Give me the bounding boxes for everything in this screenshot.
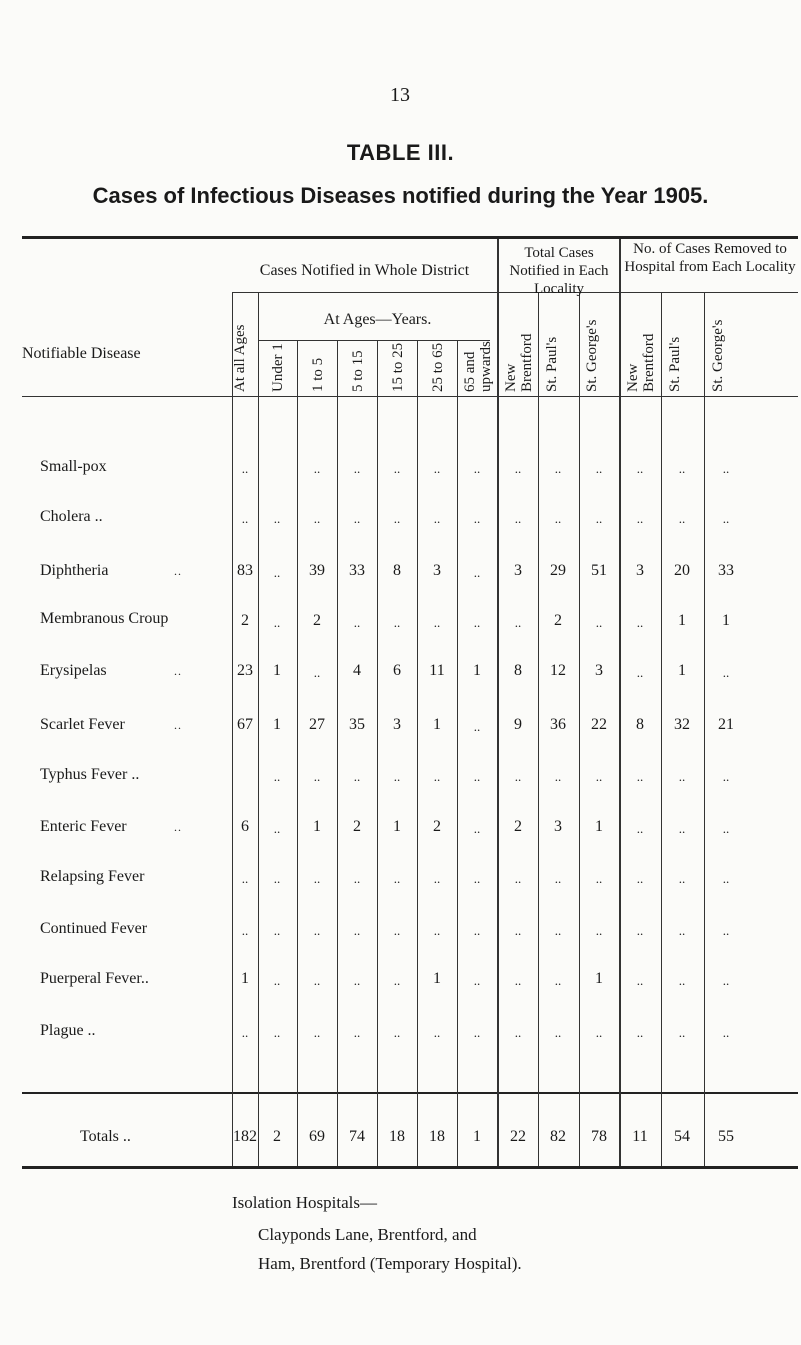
- table-cell: 8: [636, 716, 644, 733]
- header-removed-st-georges: St. George's: [710, 319, 726, 392]
- disease-name: Continued Fever: [40, 920, 148, 937]
- dotted-leader: ..: [174, 564, 182, 578]
- isolation-hospitals-title: Isolation Hospitals—: [232, 1193, 377, 1212]
- table-cell: 1: [241, 970, 249, 987]
- table-cell: 3: [595, 662, 603, 679]
- dotted-leader: ..: [174, 664, 182, 678]
- table-cell: ..: [473, 769, 481, 784]
- table-cell: 11: [429, 662, 445, 679]
- table-cell: 4: [353, 662, 361, 679]
- table-cell: 3: [636, 562, 644, 579]
- header-removed-st-pauls: St. Paul's: [667, 336, 683, 392]
- table-cell: ..: [433, 769, 441, 784]
- header-removed-new-brentford: New Brentford: [625, 333, 657, 392]
- table-cell: ..: [313, 665, 321, 680]
- totals-cell: 55: [718, 1128, 734, 1145]
- table-cell: ..: [636, 821, 644, 836]
- table-cell: ..: [636, 1025, 644, 1040]
- table-cell: ..: [473, 973, 481, 988]
- table-cell: ..: [433, 615, 441, 630]
- table-cell: ..: [353, 511, 361, 526]
- table-cell: 1: [722, 612, 730, 629]
- table-cell: 29: [550, 562, 566, 579]
- table-cell: ..: [241, 923, 249, 938]
- table-cell: 3: [433, 562, 441, 579]
- table-cell: 1: [595, 818, 603, 835]
- table-cell: ..: [554, 973, 562, 988]
- totals-rule: [22, 1092, 798, 1094]
- table-cell: 1: [473, 662, 481, 679]
- disease-name: Relapsing Fever: [40, 868, 145, 885]
- table-cell: ..: [353, 1025, 361, 1040]
- table-cell: ..: [433, 511, 441, 526]
- table-cell: 8: [393, 562, 401, 579]
- disease-name: Small-pox: [40, 458, 107, 475]
- table-cell: ..: [273, 871, 281, 886]
- disease-name: Enteric Fever: [40, 818, 127, 835]
- header-at-all-ages: At all Ages: [232, 324, 248, 392]
- table-cell: ..: [353, 769, 361, 784]
- table-cell: ..: [313, 871, 321, 886]
- table-cell: ..: [514, 923, 522, 938]
- table-cell: 1: [595, 970, 603, 987]
- table-cell: ..: [313, 511, 321, 526]
- table-cell: ..: [514, 1025, 522, 1040]
- table-cell: 39: [309, 562, 325, 579]
- col-divider: [704, 292, 705, 1166]
- table-cell: ..: [353, 923, 361, 938]
- table-cell: 83: [237, 562, 253, 579]
- table-cell: 3: [554, 818, 562, 835]
- page-number: 13: [390, 84, 410, 106]
- table-cell: 8: [514, 662, 522, 679]
- table-cell: 1: [433, 716, 441, 733]
- table-cell: ..: [722, 923, 730, 938]
- table-cell: 1: [393, 818, 401, 835]
- disease-name: Diphtheria: [40, 562, 109, 579]
- header-rule-2: [22, 396, 798, 397]
- header-total-new-brentford: New Brentford: [503, 333, 535, 392]
- dotted-leader: ..: [174, 718, 182, 732]
- table-cell: ..: [473, 461, 481, 476]
- table-cell: ..: [393, 511, 401, 526]
- table-cell: ..: [595, 923, 603, 938]
- table-cell: ..: [473, 719, 481, 734]
- table-cell: ..: [273, 565, 281, 580]
- table-cell: 27: [309, 716, 325, 733]
- table-cell: ..: [554, 871, 562, 886]
- table-cell: ..: [473, 1025, 481, 1040]
- header-cases-notified: Cases Notified in Whole District: [259, 262, 470, 279]
- table-cell: ..: [554, 923, 562, 938]
- table-cell: ..: [554, 1025, 562, 1040]
- totals-cell: 82: [550, 1128, 566, 1145]
- table-cell: ..: [353, 461, 361, 476]
- table-cell: ..: [473, 821, 481, 836]
- table-cell: ..: [595, 1025, 603, 1040]
- header-under-1: Under 1: [270, 343, 286, 392]
- header-65-upwards: 65 and upwards: [462, 341, 494, 392]
- header-total-st-georges: St. George's: [584, 319, 600, 392]
- header-total-cases: Total Cases Notified in Each Locality: [509, 245, 609, 297]
- table-cell: ..: [313, 973, 321, 988]
- disease-name: Membranous Croup: [40, 610, 169, 627]
- table-bottom-rule: [22, 1166, 798, 1169]
- table-cell: ..: [514, 973, 522, 988]
- dotted-leader: ..: [174, 820, 182, 834]
- table-cell: 22: [591, 716, 607, 733]
- table-cell: ..: [514, 511, 522, 526]
- table-cell: ..: [393, 871, 401, 886]
- table-cell: ..: [636, 973, 644, 988]
- totals-label: Totals ..: [80, 1128, 131, 1145]
- table-cell: ..: [393, 923, 401, 938]
- table-cell: 3: [393, 716, 401, 733]
- table-cell: 32: [674, 716, 690, 733]
- totals-cell: 54: [674, 1128, 690, 1145]
- table-cell: ..: [473, 871, 481, 886]
- table-cell: 6: [241, 818, 249, 835]
- totals-cell: 78: [591, 1128, 607, 1145]
- table-cell: ..: [313, 769, 321, 784]
- table-cell: ..: [353, 615, 361, 630]
- table-cell: ..: [433, 871, 441, 886]
- table-cell: ..: [514, 461, 522, 476]
- disease-name: Scarlet Fever: [40, 716, 125, 733]
- totals-cell: 74: [349, 1128, 365, 1145]
- header-15-to-25: 15 to 25: [390, 342, 406, 392]
- table-cell: ..: [595, 769, 603, 784]
- table-cell: ..: [722, 973, 730, 988]
- header-notifiable-disease: Notifiable Disease: [22, 345, 141, 362]
- table-cell: ..: [722, 871, 730, 886]
- table-cell: ..: [393, 615, 401, 630]
- table-cell: ..: [473, 923, 481, 938]
- table-cell: ..: [678, 871, 686, 886]
- table-cell: 1: [678, 612, 686, 629]
- table-cell: ..: [514, 871, 522, 886]
- table-cell: ..: [473, 511, 481, 526]
- table-cell: ..: [313, 923, 321, 938]
- table-cell: ..: [313, 1025, 321, 1040]
- table-cell: ..: [636, 511, 644, 526]
- table-cell: ..: [353, 871, 361, 886]
- table-cell: 36: [550, 716, 566, 733]
- totals-cell: 18: [429, 1128, 445, 1145]
- table-cell: ..: [678, 923, 686, 938]
- table-cell: ..: [393, 1025, 401, 1040]
- table-cell: 1: [433, 970, 441, 987]
- table-cell: ..: [636, 461, 644, 476]
- table-cell: 12: [550, 662, 566, 679]
- table-cell: 2: [554, 612, 562, 629]
- table-cell: ..: [636, 615, 644, 630]
- header-rule-ages: [258, 340, 490, 341]
- disease-name: Plague ..: [40, 1022, 96, 1039]
- table-cell: 2: [353, 818, 361, 835]
- table-cell: ..: [678, 461, 686, 476]
- table-cell: 33: [718, 562, 734, 579]
- table-cell: 3: [514, 562, 522, 579]
- table-cell: 51: [591, 562, 607, 579]
- table-cell: ..: [554, 461, 562, 476]
- table-cell: ..: [313, 461, 321, 476]
- table-cell: ..: [514, 615, 522, 630]
- table-cell: ..: [393, 973, 401, 988]
- table-cell: ..: [722, 665, 730, 680]
- table-cell: ..: [595, 615, 603, 630]
- table-cell: ..: [678, 511, 686, 526]
- table-cell: ..: [678, 769, 686, 784]
- header-total-st-pauls: St. Paul's: [544, 336, 560, 392]
- table-cell: ..: [636, 769, 644, 784]
- table-subtitle: Cases of Infectious Diseases notified during the Year 1905.: [92, 183, 709, 208]
- table-cell: ..: [241, 871, 249, 886]
- totals-cell: 2: [273, 1128, 281, 1145]
- table-cell: ..: [473, 565, 481, 580]
- table-title: TABLE III.: [346, 140, 455, 165]
- table-cell: 1: [273, 716, 281, 733]
- table-cell: ..: [393, 769, 401, 784]
- table-cell: ..: [241, 461, 249, 476]
- totals-cell: 1: [473, 1128, 481, 1145]
- table-cell: 67: [237, 716, 253, 733]
- header-1-to-5: 1 to 5: [310, 357, 326, 392]
- table-cell: 21: [718, 716, 734, 733]
- disease-name: Erysipelas: [40, 662, 107, 679]
- table-cell: 1: [678, 662, 686, 679]
- table-cell: ..: [514, 769, 522, 784]
- table-cell: ..: [722, 1025, 730, 1040]
- table-cell: ..: [273, 615, 281, 630]
- table-cell: ..: [554, 511, 562, 526]
- totals-cell: 69: [309, 1128, 325, 1145]
- isolation-hospital-line-1: Clayponds Lane, Brentford, and: [258, 1225, 477, 1244]
- table-cell: 2: [433, 818, 441, 835]
- table-cell: 20: [674, 562, 690, 579]
- table-cell: 2: [514, 818, 522, 835]
- table-cell: ..: [722, 511, 730, 526]
- table-cell: 1: [313, 818, 321, 835]
- table-cell: 23: [237, 662, 253, 679]
- table-cell: ..: [636, 923, 644, 938]
- table-cell: ..: [722, 821, 730, 836]
- header-removed: No. of Cases Removed to Hospital from Each Locality: [624, 241, 796, 275]
- table-cell: ..: [722, 461, 730, 476]
- table-cell: ..: [595, 511, 603, 526]
- table-cell: ..: [393, 461, 401, 476]
- isolation-hospital-line-2: Ham, Brentford (Temporary Hospital).: [258, 1254, 522, 1273]
- header-5-to-15: 5 to 15: [350, 350, 366, 392]
- table-cell: ..: [433, 923, 441, 938]
- table-cell: ..: [595, 461, 603, 476]
- table-cell: ..: [353, 973, 361, 988]
- table-cell: ..: [241, 511, 249, 526]
- table-cell: ..: [273, 511, 281, 526]
- totals-cell: 11: [632, 1128, 648, 1145]
- table-cell: ..: [433, 461, 441, 476]
- table-cell: 2: [313, 612, 321, 629]
- table-cell: ..: [273, 1025, 281, 1040]
- table-cell: ..: [554, 769, 562, 784]
- table-cell: ..: [678, 973, 686, 988]
- table-cell: ..: [678, 821, 686, 836]
- table-cell: 1: [273, 662, 281, 679]
- table-cell: ..: [433, 1025, 441, 1040]
- table-cell: 9: [514, 716, 522, 733]
- table-cell: ..: [636, 871, 644, 886]
- table-cell: 35: [349, 716, 365, 733]
- table-cell: 2: [241, 612, 249, 629]
- totals-cell: 22: [510, 1128, 526, 1145]
- table-cell: ..: [241, 1025, 249, 1040]
- header-25-to-65: 25 to 65: [430, 342, 446, 392]
- table-cell: ..: [722, 769, 730, 784]
- table-cell: ..: [595, 871, 603, 886]
- disease-name: Cholera ..: [40, 508, 103, 525]
- header-at-ages: At Ages—Years.: [323, 311, 432, 328]
- table-cell: ..: [273, 973, 281, 988]
- totals-cell: 182: [233, 1128, 257, 1145]
- table-cell: ..: [273, 769, 281, 784]
- table-cell: ..: [473, 615, 481, 630]
- table-cell: ..: [273, 821, 281, 836]
- table-cell: ..: [273, 923, 281, 938]
- table-top-rule: [22, 236, 798, 239]
- table-cell: 33: [349, 562, 365, 579]
- totals-cell: 18: [389, 1128, 405, 1145]
- disease-name: Typhus Fever ..: [40, 766, 140, 783]
- disease-name: Puerperal Fever..: [40, 970, 149, 987]
- table-cell: ..: [636, 665, 644, 680]
- table-cell: 6: [393, 662, 401, 679]
- table-cell: ..: [678, 1025, 686, 1040]
